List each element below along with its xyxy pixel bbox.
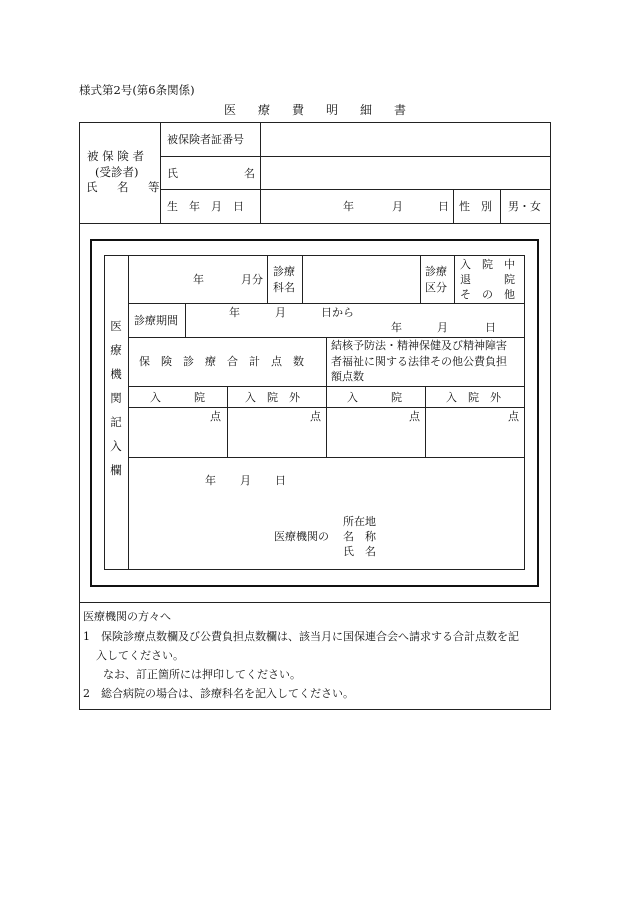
divider	[79, 223, 551, 224]
address-label: 所在地	[343, 515, 376, 528]
date-year: 年	[205, 474, 216, 487]
col-outpatient: 入 院 外	[245, 391, 300, 404]
divider	[500, 189, 501, 223]
title-char: 明	[326, 103, 339, 117]
public-expense-label: 結核予防法・精神保健及び精神障害	[331, 339, 507, 352]
note-item: なお、訂正箇所には押印してください。	[103, 668, 301, 681]
col-outpatient: 入 院 外	[446, 391, 501, 404]
name-label: 氏	[167, 167, 178, 180]
sex-label: 性 別	[459, 200, 492, 213]
institution-person-label: 氏 名	[343, 545, 376, 558]
points-unit: 点	[508, 410, 519, 423]
dept-label: 診療	[273, 265, 295, 278]
document-title	[0, 101, 630, 118]
category-option[interactable]: 退 院	[460, 273, 515, 286]
cert-number-label: 被保険者証番号	[167, 133, 244, 146]
divider	[160, 189, 551, 190]
divider	[185, 303, 186, 337]
insured-group-label: 氏 名 等	[86, 180, 164, 194]
period-to-year: 年	[391, 321, 402, 334]
divider	[128, 303, 525, 304]
insurance-total-label: 保 険 診 療 合 計 点 数	[139, 355, 304, 368]
month-year: 年	[193, 273, 204, 286]
date-day: 日	[275, 474, 286, 487]
col-inpatient: 入 院	[347, 391, 402, 404]
dept-field[interactable]	[303, 256, 419, 302]
insured-group-label: 被 保 険 者	[87, 149, 144, 163]
points-unit: 点	[409, 410, 420, 423]
notes-heading: 医療機関の方々へ	[83, 610, 171, 623]
name-label: 名	[244, 167, 255, 180]
institution-name-label: 名 称	[343, 530, 376, 543]
outpatient-insurance-points-field[interactable]	[228, 408, 325, 456]
period-from-day: 日から	[321, 306, 354, 319]
divider	[267, 255, 268, 303]
title-char: 書	[394, 103, 407, 117]
public-expense-label: 者福祉に関する法律その他公費負担	[331, 355, 507, 368]
title-char: 費	[291, 103, 304, 117]
dob-year: 年	[343, 200, 354, 213]
title-char: 細	[360, 103, 373, 117]
period-from-month: 月	[275, 306, 286, 319]
note-item: 入してください。	[96, 649, 184, 662]
inpatient-public-points-field[interactable]	[327, 408, 424, 456]
category-option[interactable]: そ の 他	[460, 288, 515, 301]
month-portion: 月分	[241, 273, 263, 286]
period-to-day: 日	[485, 321, 496, 334]
title-char: 医	[223, 103, 236, 117]
divider	[128, 457, 525, 458]
note-item: 1 保険診療点数欄及び公費負担点数欄は、該当月に国保連合会へ請求する合計点数を記	[83, 630, 519, 643]
inpatient-insurance-points-field[interactable]	[129, 408, 226, 456]
form-number: 様式第2号(第6条関係)	[79, 83, 195, 97]
category-option[interactable]: 入 院 中	[460, 258, 515, 271]
divider	[160, 122, 161, 223]
cert-number-field[interactable]	[261, 123, 550, 155]
dob-label: 生 年 月 日	[167, 200, 244, 213]
title-char: 療	[257, 103, 270, 117]
insured-group-label: (受診者)	[95, 165, 139, 179]
dob-day: 日	[438, 200, 449, 213]
outpatient-public-points-field[interactable]	[426, 408, 524, 456]
divider	[453, 189, 454, 223]
public-expense-label: 額点数	[331, 370, 364, 383]
period-to-month: 月	[437, 321, 448, 334]
dept-label: 科名	[273, 281, 295, 294]
col-inpatient: 入 院	[150, 391, 205, 404]
date-month: 月	[240, 474, 251, 487]
institution-prefix: 医療機関の	[274, 530, 329, 543]
name-field[interactable]	[261, 157, 550, 188]
period-from-year: 年	[229, 306, 240, 319]
points-unit: 点	[310, 410, 321, 423]
period-label: 診療期間	[134, 314, 178, 327]
category-label: 診療	[425, 265, 447, 278]
divider	[454, 255, 455, 303]
divider	[79, 602, 551, 603]
dob-month: 月	[392, 200, 403, 213]
category-label: 区分	[425, 281, 447, 294]
note-item: 2 総合病院の場合は、診療科名を記入してください。	[83, 687, 354, 700]
sex-value[interactable]: 男・女	[508, 200, 541, 213]
points-unit: 点	[210, 410, 221, 423]
divider	[420, 255, 421, 303]
medical-side-label: 医 療 機 関 記 入 欄	[110, 319, 122, 477]
